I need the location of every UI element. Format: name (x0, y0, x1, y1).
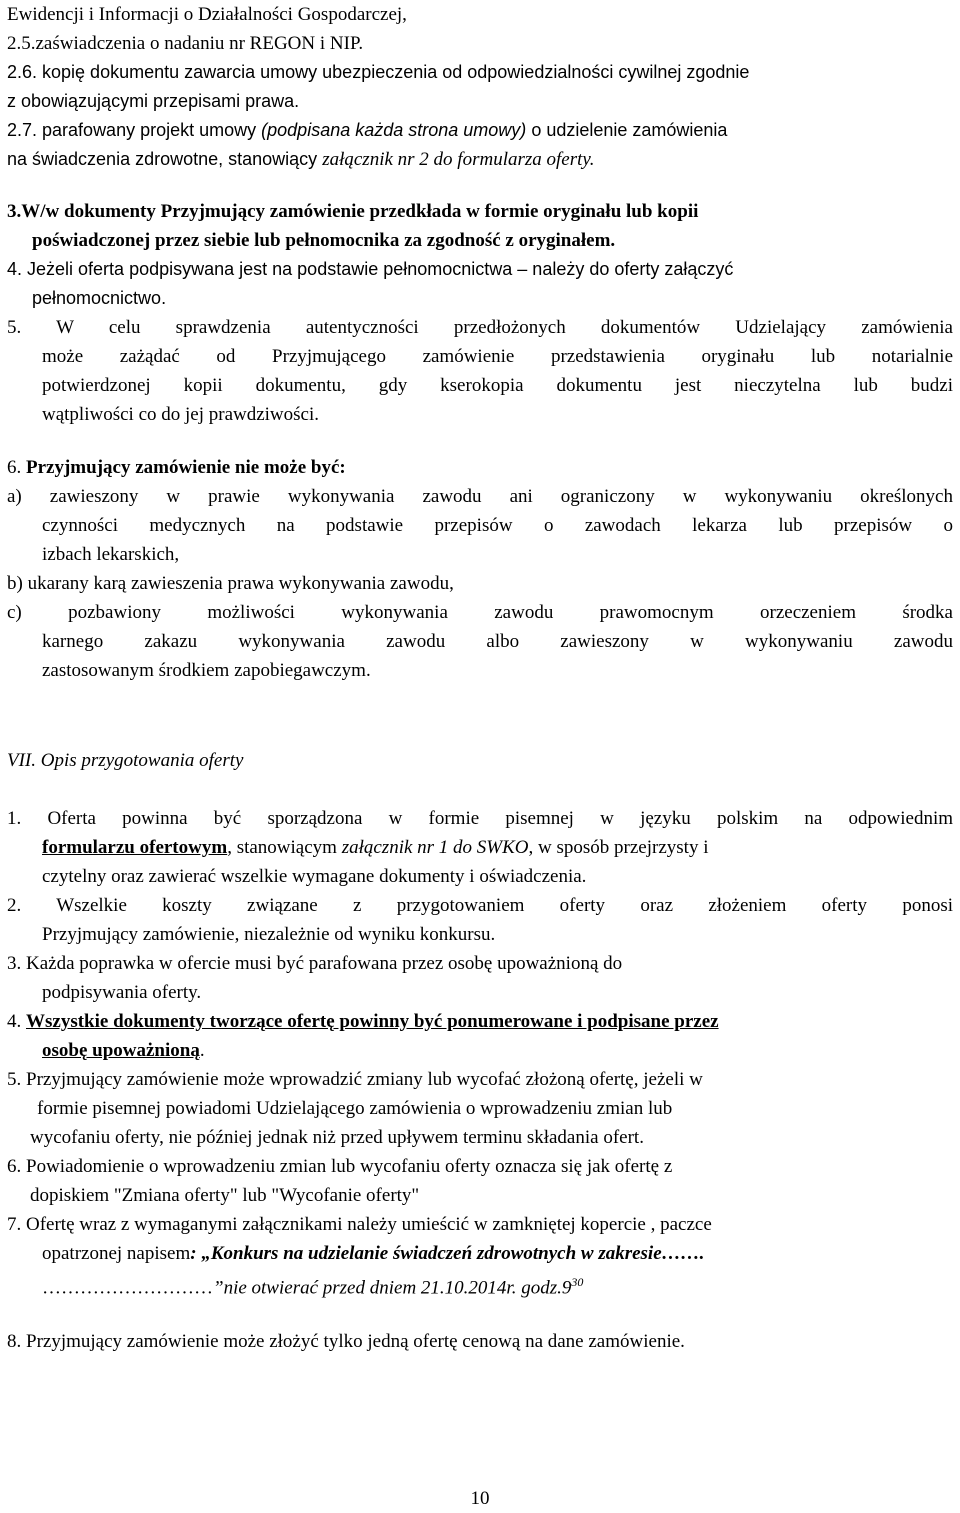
text-line: formie pisemnej powiadomi Udzielającego zamówienia o wprowadzeniu zmian lub (37, 1098, 673, 1119)
bold-text: Przyjmujący zamówienie nie może być: (26, 457, 346, 478)
text-line: 3.W/w dokumenty Przyjmujący zamówienie przedkłada w formie oryginału lub kopii (7, 201, 699, 222)
text-line: pełnomocnictwo. (32, 288, 167, 308)
underlined-text: formularzu ofertowym (42, 837, 228, 858)
text-line: 2.5.zaświadczenia o nadaniu nr REGON i NIP. (7, 33, 364, 54)
text-line: 5. W celu sprawdzenia autentyczności przedłożonych dokumentów Udzielający zamówienia (7, 317, 953, 338)
italic-text: ”nie otwierać przed dniem 21.10.2014r. godz.9 (213, 1277, 572, 1299)
bold-italic-text: : „Konkurs na udzielanie świadczeń zdrowotnych w zakresie……. (190, 1243, 705, 1264)
text-line: 7. Ofertę wraz z wymaganymi załącznikami należy umieścić w zamkniętej kopercie , paczce (7, 1214, 712, 1235)
text-line: karnego zakazu wykonywania zawodu albo zawieszony w wykonywaniu zawodu (42, 631, 953, 652)
text-line: 3. Każda poprawka w ofercie musi być parafowana przez osobę upoważnioną do (7, 953, 623, 974)
text-run: o udzielenie zamówienia (531, 120, 728, 140)
text-line: 1. Oferta powinna być sporządzona w formie pisemnej w języku polskim na odpowiednim (7, 808, 953, 829)
text-line (42, 1239, 704, 1268)
text-run: opatrzonej napisem (42, 1243, 191, 1264)
section-heading: VII. Opis przygotowania oferty (7, 750, 244, 771)
text-line (42, 833, 708, 862)
text-line: 4. Jeżeli oferta podpisywana jest na podstawie pełnomocnictwa – należy do oferty załączyć (7, 259, 734, 279)
text-line: poświadczonej przez siebie lub pełnomocnika za zgodność z oryginałem. (32, 230, 616, 251)
text-line: może zażądać od Przyjmującego zamówienie przedstawienia oryginału lub notarialnie (42, 346, 953, 367)
text-line (7, 453, 346, 482)
text-line: Przyjmujący zamówienie, niezależnie od wyniku konkursu. (42, 924, 496, 945)
italic-text: załącznik nr 1 do SWKO (341, 837, 529, 858)
superscript-text: 30 (571, 1275, 584, 1289)
text-line: czynności medycznych na podstawie przepisów o zawodach lekarza lub przepisów o (42, 515, 953, 536)
text-run: . (199, 1040, 205, 1061)
text-line (7, 145, 595, 174)
text-line: a) zawieszony w prawie wykonywania zawodu ani ograniczony w wykonywaniu określonych (7, 486, 953, 507)
italic-text: załącznik nr 2 do formularza oferty. (322, 149, 595, 170)
text-line: Ewidencji i Informacji o Działalności Gospodarczej, (7, 4, 407, 25)
text-line: wycofaniu oferty, nie później jednak niż przed upływem terminu składania ofert. (30, 1127, 644, 1148)
italic-text: (podpisana każda strona umowy) (261, 120, 527, 140)
text-line: 2.6. kopię dokumentu zawarcia umowy ubezpieczenia od odpowiedzialności cywilnej zgodnie (7, 62, 750, 82)
text-line (42, 1036, 205, 1065)
text-line (7, 116, 727, 145)
text-line: b) ukarany karą zawieszenia prawa wykonywania zawodu, (7, 573, 454, 594)
text-run: 6. (7, 457, 22, 478)
underlined-text: Wszystkie dokumenty tworzące ofertę powinny być ponumerowane i podpisane przez (26, 1011, 719, 1032)
text-line (42, 1268, 583, 1302)
text-line: 6. Powiadomienie o wprowadzeniu zmian lub wycofaniu oferty oznacza się jak ofertę z (7, 1156, 673, 1177)
text-line: czytelny oraz zawierać wszelkie wymagane dokumenty i oświadczenia. (42, 866, 587, 887)
page-number: 10 (470, 1488, 490, 1509)
text-run: 4. (7, 1011, 22, 1032)
text-line: izbach lekarskich, (42, 544, 180, 565)
text-line: 8. Przyjmujący zamówienie może złożyć tylko jedną ofertę cenową na dane zamówienie. (7, 1331, 685, 1352)
text-line: 5. Przyjmujący zamówienie może wprowadzić zmiany lub wycofać złożoną ofertę, jeżeli w (7, 1069, 703, 1090)
text-line: potwierdzonej kopii dokumentu, gdy kserokopia dokumentu jest nieczytelna lub budzi (42, 375, 953, 396)
text-line: podpisywania oferty. (42, 982, 202, 1003)
text-run: , stanowiącym (227, 837, 337, 858)
underlined-text: osobę upoważnioną (42, 1040, 200, 1061)
text-run: ……………………… (42, 1277, 213, 1299)
text-run: 2.7. parafowany projekt umowy (7, 120, 257, 140)
text-line: 2. Wszelkie koszty związane z przygotowaniem oferty oraz złożeniem oferty ponosi (7, 895, 953, 916)
text-run: , w sposób przejrzysty i (528, 837, 709, 858)
text-line: c) pozbawiony możliwości wykonywania zawodu prawomocnym orzeczeniem środka (7, 602, 953, 623)
text-line (7, 1007, 719, 1036)
text-line: z obowiązującymi przepisami prawa. (7, 91, 300, 111)
text-line: wątpliwości co do jej prawdziwości. (42, 404, 320, 425)
text-line: zastosowanym środkiem zapobiegawczym. (42, 660, 371, 681)
text-run: na świadczenia zdrowotne, stanowiący (7, 149, 318, 169)
text-line: dopiskiem "Zmiana oferty" lub "Wycofanie oferty" (30, 1185, 420, 1206)
